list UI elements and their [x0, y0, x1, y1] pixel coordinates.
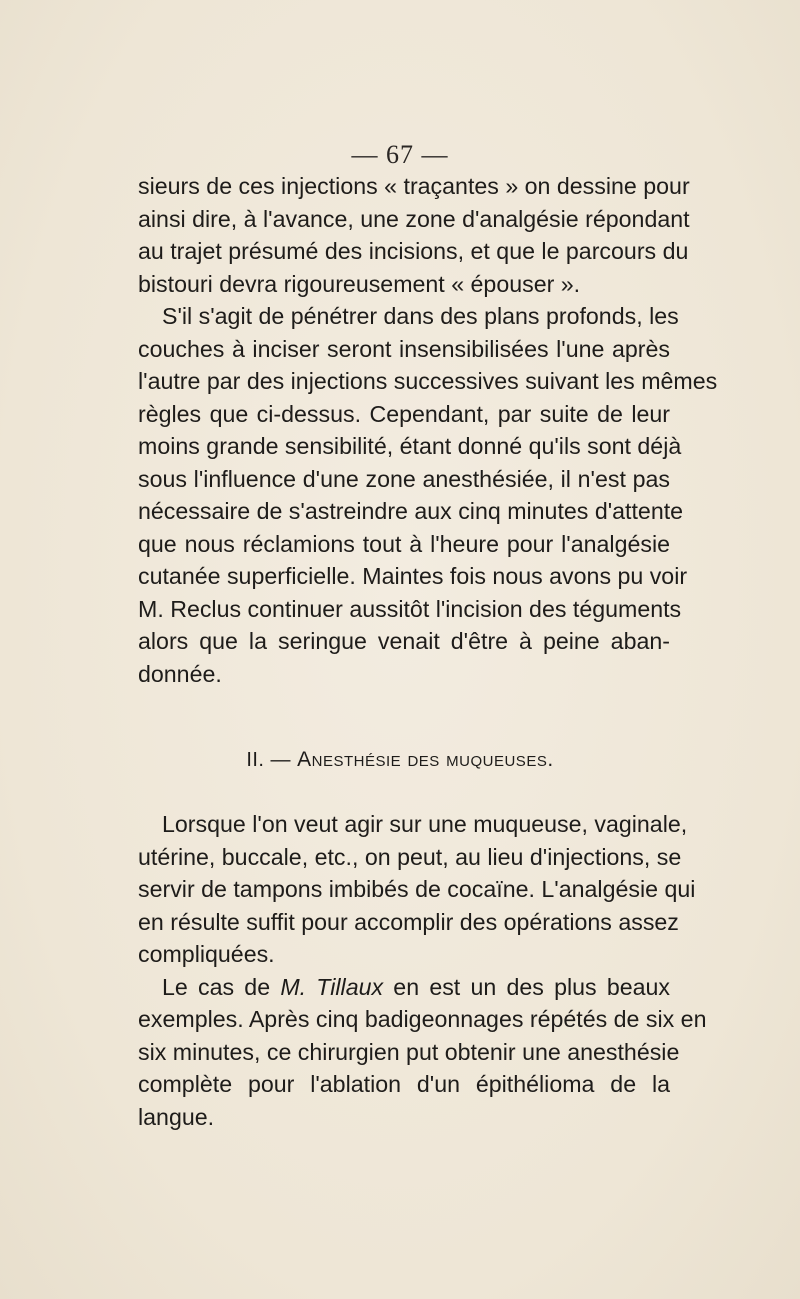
text-line: couches à inciser seront insensibilisées l'une après: [138, 335, 670, 362]
text-line: en résulte suffit pour accomplir des opérations assez: [138, 908, 679, 935]
text-line: nécessaire de s'astreindre aux cinq minutes d'attente: [138, 498, 684, 524]
paragraph-deep-planes: [138, 300, 718, 690]
text-line: compliquées.: [138, 941, 275, 967]
text-line: exemples. Après cinq badigeonnages répétés de six en: [138, 1006, 707, 1032]
text-line: bistouri devra rigoureusement « épouser ».: [138, 270, 581, 297]
text-line: donnée.: [138, 660, 222, 687]
text-line: servir de tampons imbibés de cocaïne. L'analgésie qui: [138, 876, 696, 902]
text-line: au trajet présumé des incisions, et que le parcours du: [138, 238, 689, 264]
section-title: Anesthésie des muqueuses.: [297, 748, 554, 771]
text-block-lower: [138, 808, 707, 1133]
text-line: complète pour l'ablation d'un épithélioma de la: [138, 1071, 670, 1097]
text-line: S'il s'agit de pénétrer dans des plans profonds, les: [162, 303, 679, 329]
text-run: en est un des plus beaux: [383, 973, 670, 1000]
text-line: moins grande sensibilité, étant donné qu'ils sont déjà: [138, 433, 682, 459]
paragraph-mucosa: [138, 808, 696, 971]
surgeon-name: M. Tillaux: [280, 973, 384, 1000]
text-line: cutanée superficielle. Maintes fois nous avons pu voir: [138, 563, 688, 589]
text-line: M. Reclus continuer aussitôt l'incision des téguments: [138, 595, 682, 622]
text-line: utérine, buccale, etc., on peut, au lieu d'injections, se: [138, 843, 682, 870]
text-block-upper: [138, 170, 718, 690]
page-number: — 67 —: [351, 140, 449, 169]
text-line: six minutes, ce chirurgien put obtenir une anesthésie: [138, 1038, 680, 1065]
text-line: règles que ci-dessus. Cependant, par suite de leur: [138, 400, 670, 427]
text-run: Le cas de: [162, 973, 281, 1000]
text-line: Lorsque l'on veut agir sur une muqueuse, vaginale,: [162, 811, 688, 837]
paragraph-continuation: [138, 170, 690, 300]
text-line: ainsi dire, à l'avance, une zone d'analgésie répondant: [138, 205, 690, 232]
paragraph-tillaux: [138, 971, 707, 1134]
section-heading: [0, 748, 800, 772]
text-line: sieurs de ces injections « traçantes » on dessine pour: [138, 173, 690, 199]
text-line: [138, 971, 670, 1004]
section-numeral: II. —: [246, 749, 292, 771]
text-line: l'autre par des injections successives suivant les mêmes: [138, 368, 718, 394]
text-line: alors que la seringue venait d'être à peine aban-: [138, 628, 670, 654]
text-line: sous l'influence d'une zone anesthésiée, il n'est pas: [138, 465, 670, 492]
text-line: que nous réclamions tout à l'heure pour l'analgésie: [138, 530, 670, 557]
text-line: langue.: [138, 1103, 215, 1130]
